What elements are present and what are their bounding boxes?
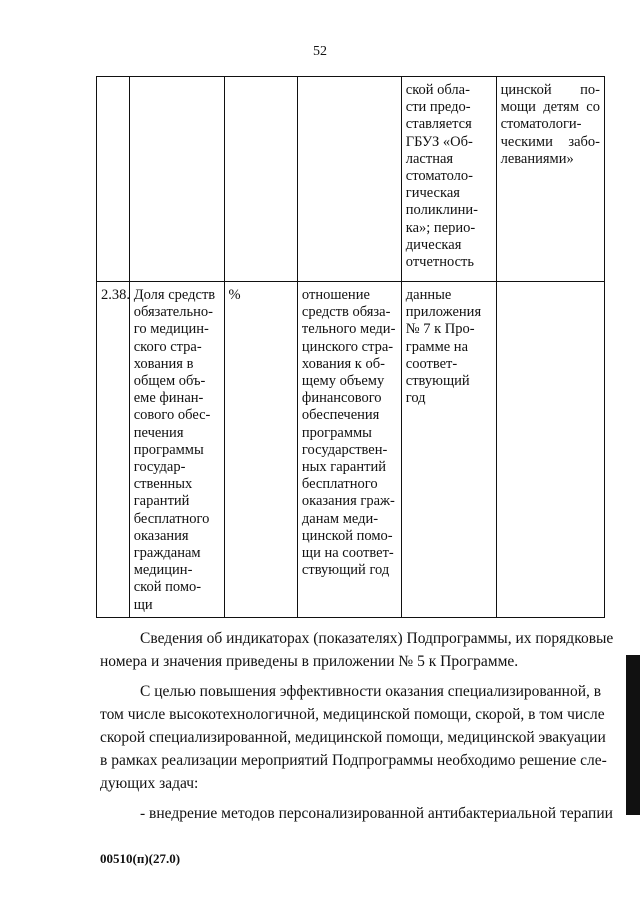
cell-text-line: финансового (301, 390, 382, 407)
cell-text-line: ского стра- (133, 338, 202, 355)
paragraph-line: Сведения об индикаторах (показателях) Подпрограммы, их порядковые (140, 630, 614, 647)
table-row (97, 282, 605, 618)
cell-text-line: дическая (405, 236, 462, 253)
cell-text-line: леваниями» (500, 150, 574, 167)
cell-text-line: цинской помо- (301, 527, 393, 544)
cell-text-line: отношение (301, 287, 370, 303)
cell-text-line: сти предо- (405, 99, 471, 116)
cell-text-line: щи на соответ- (301, 545, 394, 562)
cell-text-line: бесплатного (133, 510, 210, 527)
paragraph-line: скорой специализированной, медицинской помощи, медицинской эвакуации (100, 729, 606, 746)
cell-text-line: щему объему (301, 373, 385, 390)
cell-text-line: медицин- (133, 562, 193, 579)
cell-number (97, 77, 130, 282)
paragraph-task-item (100, 802, 613, 825)
cell-text-line: № 7 к Про- (405, 321, 475, 338)
cell-text-line: гическая (405, 185, 460, 202)
cell-text-line: Доля средств (133, 287, 216, 303)
cell-text-line: поликлини- (405, 202, 478, 219)
cell-text-line: ственных (133, 476, 193, 493)
cell-text-line: го медицин- (133, 321, 209, 338)
cell-text-line: сового обес- (133, 407, 211, 424)
cell-text-line: государствен- (301, 441, 388, 458)
cell-method (297, 77, 401, 282)
cell-text-line: оказания граж- (301, 493, 395, 510)
paragraph-line: С целью повышения эффективности оказания специализированной, в (140, 683, 602, 700)
cell-text-line: щи (133, 596, 153, 613)
cell-text-line: стоматоло- (405, 168, 473, 185)
cell-text-line: ставляется (405, 116, 472, 133)
cell-text-line: общем объ- (133, 373, 206, 390)
cell-text-line: печения (133, 424, 184, 441)
cell-extra (496, 77, 604, 282)
cell-text-line: оказания (133, 527, 189, 544)
cell-unit (224, 77, 297, 282)
cell-text-line: государ- (133, 459, 186, 476)
paragraph-line: - внедрение методов персонализированной антибактериальной терапии (140, 805, 613, 822)
cell-name (129, 77, 224, 282)
document-code: 00510(п)(27.0) (100, 851, 181, 866)
cell-text-line: ской помо- (133, 579, 202, 596)
scan-edge-mark (626, 655, 640, 815)
cell-text-line: тельного меди- (301, 321, 396, 338)
cell-method (297, 282, 401, 618)
cell-text-line: ластная (405, 150, 454, 167)
cell-text-line: ствующий год (301, 562, 390, 579)
cell-text-line: цинского стра- (301, 338, 394, 355)
cell-number (97, 282, 130, 618)
indicators-table (96, 76, 605, 618)
cell-text-line: мощи детям со (500, 99, 600, 116)
cell-text-line: цинской по- (500, 82, 600, 98)
cell-text-line: еме финан- (133, 390, 204, 407)
table-row (97, 77, 605, 282)
cell-text-line: гражданам (133, 545, 201, 562)
cell-text-line: приложения (405, 304, 482, 321)
cell-text-line: стоматологи- (500, 116, 582, 133)
cell-text-line: хования в (133, 355, 194, 372)
cell-name (129, 282, 224, 618)
cell-text-line: год (405, 390, 426, 407)
cell-text-line: ской обла- (405, 82, 470, 98)
cell-text-line: ствующий (405, 373, 470, 390)
cell-text-line: ГБУЗ «Об- (405, 133, 473, 150)
cell-text-line: данные (405, 287, 452, 303)
cell-text-line: ных гарантий (301, 459, 386, 476)
row-number: 2.38. (101, 287, 130, 303)
cell-text-line: ческими забо- (500, 133, 600, 150)
cell-text-line: программы (301, 424, 372, 441)
paragraph-line: дующих задач: (100, 775, 199, 792)
paragraph-indicators-info (100, 627, 614, 673)
cell-text-line: обеспечения (301, 407, 380, 424)
page-number: 52 (313, 44, 327, 59)
paragraph-line: номера и значения приведены в приложении № 5 к Программе. (100, 653, 519, 670)
cell-text-line: соответ- (405, 355, 458, 372)
cell-text-line: ка»; перио- (405, 219, 476, 236)
cell-source (401, 77, 496, 282)
cell-unit (224, 282, 297, 618)
unit-percent: % (228, 287, 241, 303)
cell-text-line: хования к об- (301, 355, 385, 372)
cell-text-line: программы (133, 441, 204, 458)
cell-text-line: данам меди- (301, 510, 379, 527)
paragraph-line: в рамках реализации мероприятий Подпрограммы необходимо решение сле- (100, 752, 607, 769)
cell-text-line: бесплатного (301, 476, 378, 493)
paragraph-line: том числе высокотехнологичной, медицинской помощи, скорой, в том числе (100, 706, 605, 723)
cell-text-line: гарантий (133, 493, 190, 510)
cell-source (401, 282, 496, 618)
cell-extra (496, 282, 604, 618)
cell-text-line: обязательно- (133, 304, 213, 321)
cell-text-line: средств обяза- (301, 304, 391, 321)
paragraph-tasks-intro (100, 680, 607, 795)
cell-text-line: отчетность (405, 254, 474, 271)
cell-text-line: грамме на (405, 338, 469, 355)
